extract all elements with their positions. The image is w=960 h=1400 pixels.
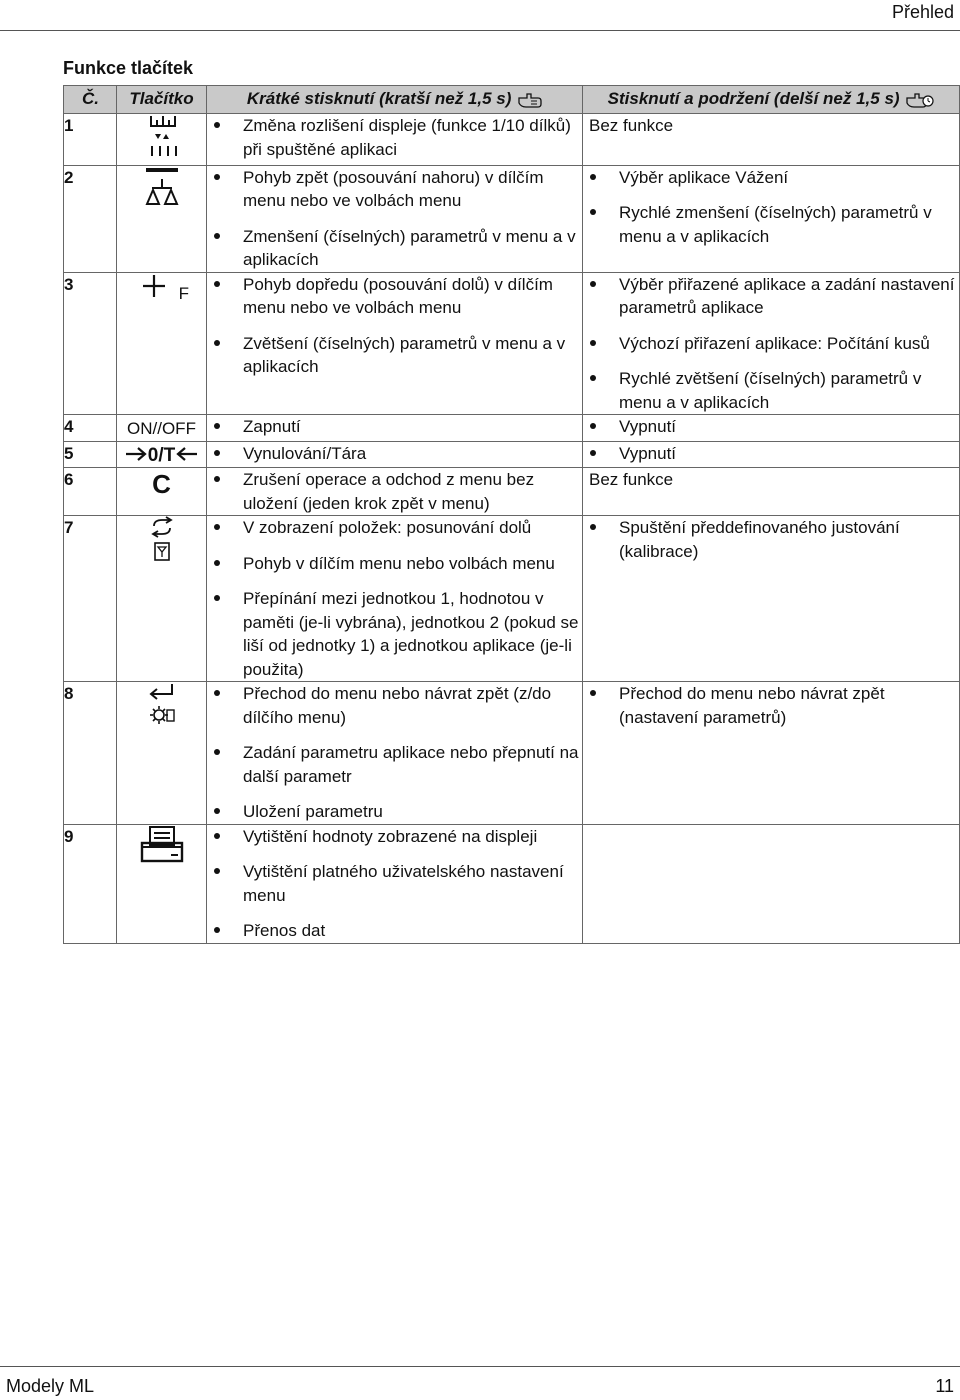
on-off-label: ON//OFF xyxy=(127,419,196,438)
short-press-item: Přenos dat xyxy=(207,919,582,943)
header-divider xyxy=(0,30,960,31)
short-press-item: Přepínání mezi jednotkou 1, hodnotou v paměti (je-li vybrána), jednotkou 2 (pokud se liší od jednotky 1) a jednotkou aplikace (je-li použita) xyxy=(207,587,582,681)
button-cell xyxy=(117,165,207,272)
short-press-item: Pohyb dopředu (posouvání dolů) v dílčím menu nebo ve volbách menu xyxy=(207,273,582,320)
table-row xyxy=(64,516,960,682)
long-press-item: Rychlé zmenšení (číselných) parametrů v menu a v aplikacích xyxy=(583,201,959,248)
long-press-item: Přechod do menu nebo návrat zpět (nastavení parametrů) xyxy=(583,682,959,729)
row-number: 7 xyxy=(64,516,117,682)
footer-model-name: Modely ML xyxy=(6,1376,95,1396)
enter-settings-icon xyxy=(142,682,182,728)
column-header-no: Č. xyxy=(64,86,117,114)
long-press-text: Bez funkce xyxy=(589,116,674,135)
resolution-icon xyxy=(142,114,182,158)
arrow-left-icon xyxy=(175,445,199,463)
short-press-cell xyxy=(207,114,583,166)
row-number: 6 xyxy=(64,468,117,516)
short-press-cell xyxy=(207,824,583,943)
long-press-cell xyxy=(583,165,960,272)
short-press-item: Zmenšení (číselných) parametrů v menu a v aplikacích xyxy=(207,225,582,272)
long-press-text: Bez funkce xyxy=(589,470,674,489)
short-press-item: Změna rozlišení displeje (funkce 1/10 dílků) při spuštěné aplikaci xyxy=(207,114,582,161)
row-number: 3 xyxy=(64,272,117,415)
button-cell xyxy=(117,516,207,682)
short-press-item: Vytištění platného uživatelského nastavení menu xyxy=(207,860,582,907)
long-press-cell xyxy=(583,468,960,516)
long-press-item: Vypnutí xyxy=(583,442,959,466)
button-functions-table xyxy=(63,85,960,944)
short-press-cell xyxy=(207,468,583,516)
short-press-item: Uložení parametru xyxy=(207,800,582,824)
table-header-row xyxy=(64,86,960,114)
long-press-item: Výběr přiřazené aplikace a zadání nastavení parametrů aplikace xyxy=(583,273,959,320)
short-press-cell xyxy=(207,682,583,825)
button-cell xyxy=(117,441,207,468)
row-number: 2 xyxy=(64,165,117,272)
button-cell xyxy=(117,468,207,516)
button-cell xyxy=(117,114,207,166)
short-press-cell xyxy=(207,441,583,468)
table-row xyxy=(64,114,960,166)
column-header-button: Tlačítko xyxy=(117,86,207,114)
table-row xyxy=(64,441,960,468)
row-number: 8 xyxy=(64,682,117,825)
long-press-item: Výběr aplikace Vážení xyxy=(583,166,959,190)
row-number: 9 xyxy=(64,824,117,943)
long-press-cell xyxy=(583,272,960,415)
button-cell xyxy=(117,824,207,943)
long-press-item: Výchozí přiřazení aplikace: Počítání kusů xyxy=(583,332,959,356)
button-cell xyxy=(117,272,207,415)
page-title: Funkce tlačítek xyxy=(63,58,194,78)
plus-icon xyxy=(134,273,174,299)
page-number: 11 xyxy=(935,1376,954,1396)
balance-icon xyxy=(142,166,182,212)
row-number: 1 xyxy=(64,114,117,166)
table-row xyxy=(64,682,960,825)
toggle-calibrate-icon xyxy=(142,516,182,566)
long-press-cell xyxy=(583,824,960,943)
long-press-cell xyxy=(583,516,960,682)
short-press-item: Zadání parametru aplikace nebo přepnutí na další parametr xyxy=(207,741,582,788)
short-press-item: Zrušení operace a odchod z menu bez uložení (jeden krok zpět v menu) xyxy=(207,468,582,515)
short-press-item: Pohyb zpět (posouvání nahoru) v dílčím menu nebo ve volbách menu xyxy=(207,166,582,213)
zero-tare-label: 0/T xyxy=(147,444,176,466)
arrow-right-icon xyxy=(124,445,148,463)
printer-icon xyxy=(138,825,186,865)
button-cell xyxy=(117,682,207,825)
section-header: Přehled xyxy=(891,2,954,22)
short-press-cell xyxy=(207,516,583,682)
long-press-cell xyxy=(583,682,960,825)
short-press-item: Vytištění hodnoty zobrazené na displeji xyxy=(207,825,582,849)
table-row xyxy=(64,468,960,516)
table-row xyxy=(64,824,960,943)
hand-hold-icon xyxy=(906,91,934,109)
short-press-item: Zapnutí xyxy=(207,415,582,439)
row-number: 4 xyxy=(64,415,117,442)
short-press-cell xyxy=(207,415,583,442)
table-row xyxy=(64,272,960,415)
short-press-cell xyxy=(207,165,583,272)
column-header-short-press-label: Krátké stisknutí (kratší než 1,5 s) xyxy=(246,89,512,108)
hand-press-icon xyxy=(518,91,542,109)
clear-c-label: C xyxy=(152,469,171,499)
column-header-long-press xyxy=(583,86,960,114)
short-press-item: Přechod do menu nebo návrat zpět (z/do dílčího menu) xyxy=(207,682,582,729)
column-header-long-press-label: Stisknutí a podržení (delší než 1,5 s) xyxy=(607,89,900,108)
long-press-cell xyxy=(583,114,960,166)
short-press-item: V zobrazení položek: posunování dolů xyxy=(207,516,582,540)
short-press-item: Vynulování/Tára xyxy=(207,442,582,466)
short-press-item: Zvětšení (číselných) parametrů v menu a v aplikacích xyxy=(207,332,582,379)
button-sub-label: F xyxy=(178,283,190,303)
table-row xyxy=(64,165,960,272)
table-row xyxy=(64,415,960,442)
long-press-cell xyxy=(583,441,960,468)
short-press-cell xyxy=(207,272,583,415)
row-number: 5 xyxy=(64,441,117,468)
footer-divider xyxy=(0,1366,960,1367)
long-press-item: Spuštění předdefinovaného justování (kalibrace) xyxy=(583,516,959,563)
column-header-short-press xyxy=(207,86,583,114)
long-press-item: Vypnutí xyxy=(583,415,959,439)
long-press-cell xyxy=(583,415,960,442)
long-press-item: Rychlé zvětšení (číselných) parametrů v menu a v aplikacích xyxy=(583,367,959,414)
short-press-item: Pohyb v dílčím menu nebo volbách menu xyxy=(207,552,582,576)
button-cell xyxy=(117,415,207,442)
